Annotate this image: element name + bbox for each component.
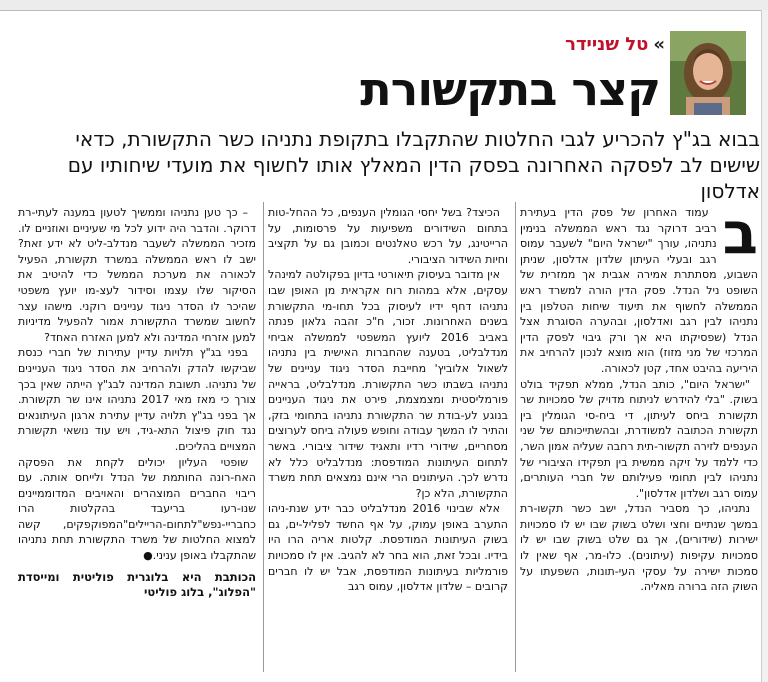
paragraph: "ישראל היום", כותב הנדל, ממלא תפקיד בולט בשוק. "בלי להידרש לניתוח מדויק של סמכויות שר תקשורת ביחס לעיתון, די ביח-סי הגומלין בין תקשורת הכתובה למשודרת, ובהשתייכותם של שני הענפים לזירה תקשור-תית רחבה שעליה אמון השר, כדי ללמד על זיקה ממשית בין תפקידו הציבורי של נתניהו לבין תחומי פעילותם של חברי העותרים, עמוס רגב ושלדון אדלסון".	[520, 377, 758, 500]
column-divider	[263, 202, 264, 672]
article-column-2	[268, 205, 508, 595]
paragraph: עמוד האחרון של פסק הדין בעתירת רביב דרוקר נגד ראש הממשלה בנימין נתניהו, עורך "ישראל היום" לשעבר עמוס רגב ובעלי העיתון שלדון אדלסון, שניתן השבוע, מסתתרת אמירה אגבית אך ממזרית של השופט ניל הנדל. פסק הדין הורה למשרד ראש הממשלה לחשוף את תיעוד שיחות הטלפון בין נתניהו לבין רגב ואדלסון, ובהערה הסוגרת אצל הנדל (שפסיקתו היא אך ורק גיבוי לפסק הדין המרכזי של מני מזוז) הוא מוצא לנכון להרחיב את היריעה בהיבט אחד, קטן לכאורה.	[520, 206, 758, 375]
author-bio: הכותבת היא בלוגרית פוליטית ומייסדת "הפלוג", בלוג פוליטי	[18, 569, 256, 600]
paragraph: אין מדובר בעיסוק תיאורטי בדיון בפקולטה למינהל עסקים, אלא במהות רוח אקראית מן האופן שבו נתניהו דחף ידיו לעיסוק בכל תחו-מי התקשורת בשנים האחרונות. זכור, ח"כ זהבה גלאון פנתה באביב 2016 ליועץ המשפטי לממשלה אביחי מנדלבליט, בטענה שהחברות האישית בין נתניהו לשאול אלוביץ' מחייבת הסדר ניגוד עניינים של נתניהו בשבתו כשר התקשורת. מנדלבליט, בראייה פורמליסטית ומצמצמת, פירט את ניגוד העניינים בנוגע לע-בודת שר התקשורת נתניהו בתחומי בזק, והתיר לו המשך עבודה וחופש פעולה ביחס לערוצים מסחריים, שידורי רדיו ותאגיד שידור ציבורי. באשר לתחום העיתונות המודפסת: מנדלבליט כלל לא נדרש לכך. העיתונים הרי אינם נמצאים תחת משרד התקשורת, הלא כן?	[268, 268, 508, 500]
drop-cap: ב	[722, 199, 758, 267]
article-column-3	[18, 205, 256, 601]
author-photo	[670, 31, 746, 115]
byline	[520, 34, 665, 55]
paragraph: – כך טען נתניהו וממשיך לטעון במענה לעתי-רת דרוקר. והדבר היה ידוע לכל מי שעיניים ואוזניים לו. מזכיר הממשלה לשעבר מנדלב-ליט לא ידע זאת? ישב לו ראש הממשלה במשרד תקשורת, הפעיל לכאורה את מערכת הממשל כדי להיטיב את הסיקור שלו עצמו וסידור לעצ-מו יועץ משפטי שהיכר לו הסדר ניגוד עניינים רוקני. מישהו עצר לחשוב שמשרד התקשורת אמור להפעיל מדיניות למען אזרחי המדינה ולא למען האזרח האחד?	[18, 206, 256, 344]
article-column-1	[520, 199, 758, 595]
paragraph: בפני בג"ץ תלויות עדיין עתירות של חברי כנסת שביקשו להדק ולהרחיב את הסדר ניגוד העניינים של נתניהו. תשובת המדינה לבג"ץ הייתה שאין בכך צורך כי מאז מאי 2017 נתניהו אינו שר תקשורת. אך בפני בג"ץ תלויה עדיין עתירת ארגון העיתונאים נגד חוק פיצול התא-גיד, ויש עוד נושאי תקשורת המצויים בהליכים.	[18, 346, 256, 453]
paragraph: שופטי העליון יכולים לקחת את הפסקה האח-רונה החותמת של הנדל ולייחס אותה. עם ריבוי החברים המוצהרים והאויבים המדוממיינים שנו-רעו בריעבד בהקלטות הרו כחבריי-נפש"לתחום-הריילים"המפוקפקים, קשה למצוא החלטות של משרד התקשורת תחת נתניהו שהתקבלו באופן עניני.●	[18, 455, 256, 563]
author-name: טל שניידר	[565, 34, 649, 55]
top-edge-bar	[0, 0, 768, 11]
paragraph: הכיצד? בשל יחסי הגומלין הענפים, כל ההחל-טות בתחום השידורים משפיעות על פרסומות, על הרייטינג, על רכש טאלנטים וכמובן גם על תקציב וחיות השידור הציבורי.	[268, 206, 508, 266]
subheadline: בבוא בג"ץ להכריע לגבי החלטות שהתקבלו בתקופת נתניהו כשר התקשורת, כדאי שישים לב לפסקה האחרונה בפסק הדין המאלץ אותו לחשוף את מועדי שיחותיו עם אדלסון	[67, 127, 760, 203]
column-divider	[515, 202, 516, 672]
headline: קצר בתקשורת	[360, 62, 660, 116]
byline-arrows-icon: »	[653, 34, 665, 55]
paragraph: נתניהו, כך מסביר הנדל, ישב כשר תקשו-רת במשך שנתיים וחצי ושלט בשוק שבו יש לו סמכויות ישירות (שידורים), אך גם שלט בשוק שבו יש לו סמכויות עקיפות (עיתונים). כלו-מר, אף שאין לו סמכות ישירה על עסקי העי-תונות, השפעתו על השוק הזה ברורה מאליה.	[520, 502, 758, 594]
page-right-edge	[761, 10, 768, 682]
paragraph: אלא שבינוי 2016 מנדלבליט כבר ידע שנת-ניהו התערב באופן עמוק, על אף החשד לפליל-ים, גם בשוק העיתונות המודפסת. קלטות אריה הרו היו בידיו. ובכל זאת, הוא בחר לא להגיב. אין לו סמכויות פורמליות בעיתונות המודפסת, אבל יש לו חברים קרובים – שלדון אדלסון, עמוס רגב	[268, 502, 508, 594]
